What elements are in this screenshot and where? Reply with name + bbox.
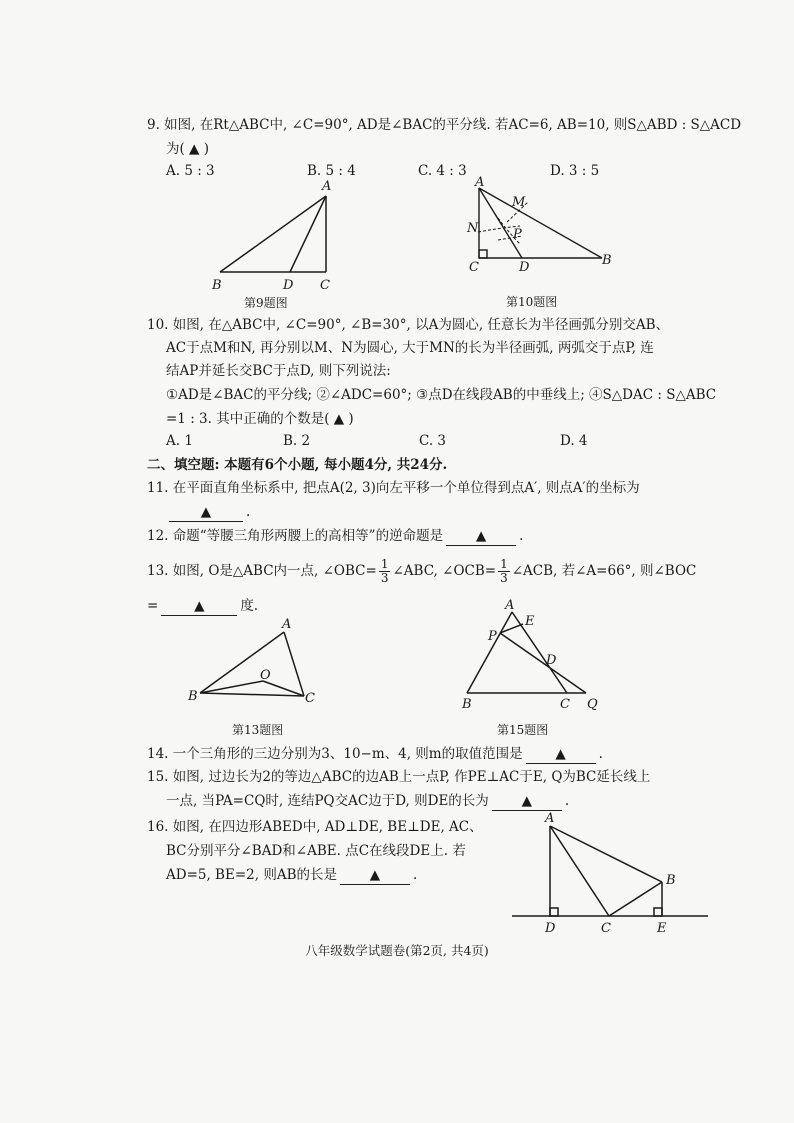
q10-line4: ①AD是∠BAC的平分线; ②∠ADC=60°; ③点D在线段AB的中垂线上; ④S△DAC : S△ABC — [166, 387, 717, 403]
q14-answer-blank[interactable]: ▲ — [526, 745, 596, 764]
fig15-label-d: D — [546, 653, 557, 668]
q9-choice-c: C. 4 : 3 — [418, 163, 467, 179]
q16-line1: 16. 如图, 在四边形ABED中, AD⊥DE, BE⊥DE, AC、 — [147, 819, 483, 835]
q16-end: . — [413, 867, 418, 883]
fig15-label-a: A — [505, 598, 515, 613]
fig9-label-c: C — [320, 278, 330, 293]
fig10-label-a: A — [475, 175, 485, 190]
q10-choice-b: B. 2 — [283, 433, 311, 449]
fig15-label-c: C — [560, 697, 570, 712]
fig16-label-e: E — [657, 921, 667, 936]
fig10-label-d: D — [519, 260, 530, 275]
fig10-label-c: C — [469, 260, 479, 275]
q9-line1: 9. 如图, 在Rt△ABC中, ∠C=90°, AD是∠BAC的平分线. 若AC=6, AB=10, 则S△ABD : S△ACD — [147, 117, 742, 133]
fig9-label-a: A — [322, 179, 332, 194]
q13-part2: ∠ABC, ∠OCB= — [392, 563, 497, 579]
q12-end: . — [519, 528, 524, 544]
q10-choice-c: C. 3 — [419, 433, 447, 449]
q13-frac1-den: 3 — [380, 571, 389, 585]
q13-frac2-num: 1 — [500, 557, 508, 571]
q9-choice-d: D. 3 : 5 — [550, 163, 600, 179]
q16-line2: BC分别平分∠BAD和∠ABE. 点C在线段DE上. 若 — [166, 843, 466, 859]
fig15-label-q: Q — [587, 697, 598, 712]
q12-text: 12. 命题“等腰三角形两腰上的高相等”的逆命题是 — [147, 528, 444, 544]
q11-answer-blank[interactable]: ▲ — [169, 503, 243, 522]
fig9-label-d: D — [283, 278, 294, 293]
q16-text: AD=5, BE=2, 则AB的长是 — [166, 867, 337, 883]
fig13-label-a: A — [282, 617, 292, 632]
q10-line5: =1 : 3. 其中正确的个数是( ▲ ) — [166, 411, 354, 427]
q13-part1: 13. 如图, O是△ABC内一点, ∠OBC= — [147, 563, 377, 579]
q10-line1: 10. 如图, 在△ABC中, ∠C=90°, ∠B=30°, 以A为圆心, 任意长为半径画弧分别交AB、 — [147, 317, 670, 333]
fig15-label-e: E — [525, 614, 535, 629]
q14-text: 14. 一个三角形的三边分别为3、10−m、4, 则m的取值范围是 — [147, 746, 523, 762]
fig10-label-b: B — [602, 253, 612, 268]
section-2-heading: 二、填空题: 本题有6个小题, 每小题4分, 共24分. — [147, 457, 448, 473]
q16-answer-blank[interactable]: ▲ — [340, 866, 410, 885]
q12-answer-blank[interactable]: ▲ — [446, 527, 516, 546]
page-footer: 八年级数学试题卷(第2页, 共4页) — [305, 943, 489, 958]
fig15-label-b: B — [462, 697, 472, 712]
fig16-label-a: A — [545, 811, 555, 826]
q13-unit: 度. — [240, 598, 259, 614]
fig10-label-p: P — [513, 227, 522, 242]
q11-line1: 11. 在平面直角坐标系中, 把点A(2, 3)向左平移一个单位得到点A′, 则点A′的坐标为 — [147, 480, 640, 496]
fig16-label-b: B — [666, 873, 676, 888]
fig9-label-b: B — [212, 278, 222, 293]
q13-answer-blank[interactable]: ▲ — [161, 597, 237, 616]
fig9-caption: 第9题图 — [244, 296, 288, 310]
fig15-caption: 第15题图 — [497, 723, 549, 737]
q10-line2: AC于点M和N, 再分别以M、N为圆心, 大于MN的长为半径画弧, 两弧交于点P, 连 — [166, 340, 654, 356]
fig10-label-n: N — [467, 221, 479, 236]
q13-eq: = — [147, 598, 159, 614]
q13-frac2-den: 3 — [500, 571, 508, 585]
q9-choice-b: B. 5 : 4 — [307, 163, 356, 179]
fig10-label-m: M — [512, 195, 526, 210]
fig13-label-c: C — [305, 691, 315, 706]
q15-answer-blank[interactable]: ▲ — [492, 792, 562, 811]
fig16-label-c: C — [601, 921, 611, 936]
q9-line2: 为( ▲ ) — [166, 141, 209, 157]
q9-choice-a: A. 5 : 3 — [166, 163, 215, 179]
fig16-label-d: D — [545, 921, 556, 936]
fig13-caption: 第13题图 — [232, 723, 284, 737]
fig15-label-p: P — [488, 629, 497, 644]
fig10-caption: 第10题图 — [506, 295, 558, 309]
q15-text: 一点, 当PA=CQ时, 连结PQ交AC边于D, 则DE的长为 — [166, 793, 489, 809]
q11-end: . — [246, 504, 251, 520]
q14-end: . — [598, 746, 603, 762]
q13-frac1-num: 1 — [380, 557, 389, 571]
q15-end: . — [564, 793, 570, 809]
q10-choice-a: A. 1 — [166, 433, 193, 449]
q13-part3: ∠ACB, 若∠A=66°, 则∠BOC — [511, 563, 697, 579]
q10-choice-d: D. 4 — [560, 433, 588, 449]
fig13-label-b: B — [188, 689, 198, 704]
q15-line1: 15. 如图, 过边长为2的等边△ABC的边AB上一点P, 作PE⊥AC于E, Q为BC延长线上 — [147, 769, 651, 785]
q10-line3: 结AP并延长交BC于点D, 则下列说法: — [166, 363, 391, 379]
fig13-label-o: O — [260, 668, 271, 683]
